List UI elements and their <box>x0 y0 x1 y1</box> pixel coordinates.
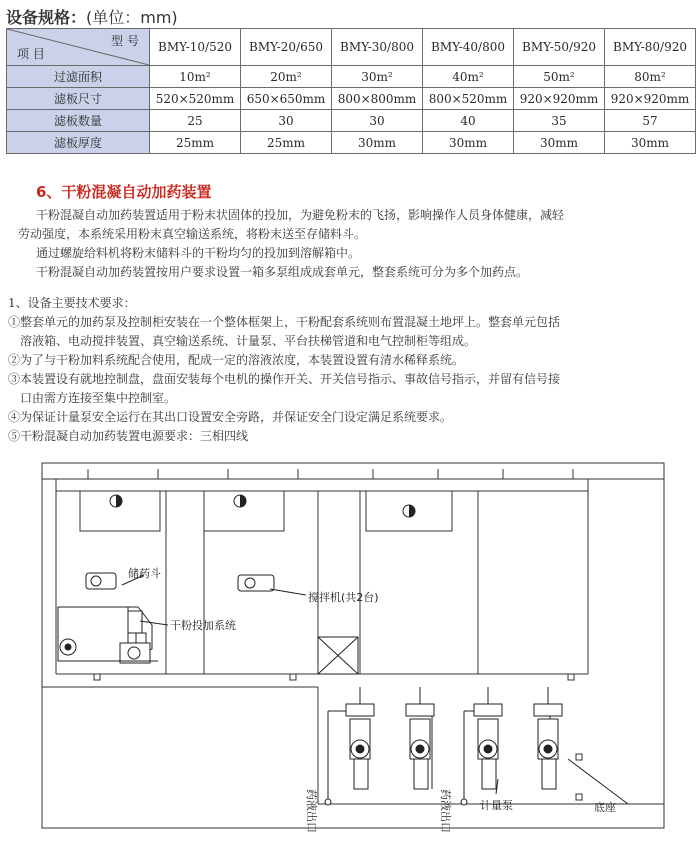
header-type-label: 型 号 <box>111 34 139 48</box>
label-hopper: 储药斗 <box>128 567 161 580</box>
table-cell: 800×800mm <box>332 88 423 110</box>
table-cell: 30 <box>241 110 332 132</box>
motor-icon <box>238 575 274 591</box>
table-cell: 30mm <box>514 132 605 154</box>
table-cell: 57 <box>605 110 696 132</box>
table-cell: 30mm <box>605 132 696 154</box>
equipment-diagram <box>28 449 678 854</box>
requirements-title: 1、设备主要技术要求： <box>8 296 136 310</box>
requirement-line: ⑤干粉混凝自动加药装置电源要求：三相四线 <box>8 429 249 443</box>
mixer-boxes <box>80 491 452 531</box>
requirement-line: ①整套单元的加药泵及控制柜安装在一个整体框架上，干粉配套系统则布置混凝土地坪上。整套单元包括 <box>8 315 561 329</box>
table-cell: 30m² <box>332 66 423 88</box>
pump-unit <box>346 704 374 789</box>
table-cell: 920×920mm <box>605 88 696 110</box>
pump-unit <box>406 704 434 789</box>
header-item-label: 项 目 <box>17 47 45 61</box>
table-cell: 25 <box>150 110 241 132</box>
outlet-marker <box>461 799 467 805</box>
label-dry-feed: 干粉投加系统 <box>170 619 236 632</box>
spec-title <box>6 5 178 28</box>
metering-pumps <box>328 687 562 799</box>
table-cell: 50m² <box>514 66 605 88</box>
table-cell: 520×520mm <box>150 88 241 110</box>
spec-title-text: 设备规格： <box>6 8 87 27</box>
motor-icons <box>86 573 274 591</box>
table-cell: 30 <box>332 110 423 132</box>
section-description <box>18 206 686 282</box>
label-outlet-left: 药液出口 <box>305 789 318 833</box>
requirement-line: 溶液箱、电动搅拌装置、真空输送系统、计量泵、平台扶梯管道和电气控制柜等组成。 <box>20 334 477 348</box>
outlet-marker <box>325 799 331 805</box>
row-label: 滤板尺寸 <box>7 88 150 110</box>
row-label: 滤板数量 <box>7 110 150 132</box>
spec-unit: (单位：mm) <box>86 8 178 27</box>
label-outlet-right: 药液出口 <box>439 789 452 833</box>
section-title: 6、干粉混凝自动加药装置 <box>36 183 212 201</box>
table-cell: 25mm <box>150 132 241 154</box>
model-header: BMY-20/650 <box>241 29 332 66</box>
mixer-icons <box>110 495 415 517</box>
table-row <box>7 88 696 110</box>
label-pump: 计量泵 <box>480 799 513 812</box>
model-header: BMY-30/800 <box>332 29 423 66</box>
requirement-line: 口由需方连接至集中控制室。 <box>20 391 177 405</box>
dry-feed-system <box>58 607 358 674</box>
row-label: 过滤面积 <box>7 66 150 88</box>
table-cell: 25mm <box>241 132 332 154</box>
table-cell: 800×520mm <box>423 88 514 110</box>
spec-corner-cell <box>7 29 150 66</box>
table-row <box>7 132 696 154</box>
model-header: BMY-10/520 <box>150 29 241 66</box>
model-header: BMY-40/800 <box>423 29 514 66</box>
table-cell: 20m² <box>241 66 332 88</box>
table-cell: 35 <box>514 110 605 132</box>
requirement-line: ④为保证计量泵安全运行在其出口设置安全旁路，并保证安全门设定满足系统要求。 <box>8 410 453 424</box>
table-cell: 40m² <box>423 66 514 88</box>
table-cell: 650×650mm <box>241 88 332 110</box>
spec-header-row <box>7 29 696 66</box>
paragraph-line: 干粉混凝自动加药装置按用户要求设置一箱多泵组成成套单元，整套系统可分为多个加药点。 <box>36 265 529 279</box>
pump-unit <box>474 704 502 789</box>
requirement-line: ②为了与干粉加料系统配合使用，配成一定的溶液浓度，本装置设置有清水稀释系统。 <box>8 353 465 367</box>
label-base: 底座 <box>594 801 616 814</box>
row-label: 滤板厚度 <box>7 132 150 154</box>
requirements-block <box>8 294 693 446</box>
table-row <box>7 110 696 132</box>
table-cell: 80m² <box>605 66 696 88</box>
requirement-line: ③本装置设有就地控制盘，盘面安装每个电机的操作开关、开关信号指示、事故信号指示，并留有信号接 <box>8 372 561 386</box>
label-mixer: 搅拌机(共2台) <box>308 591 379 604</box>
paragraph-line: 劳动强度，本系统采用粉末真空输送系统，将粉末送至存储料斗。 <box>18 227 367 241</box>
paragraph-line: 干粉混凝自动加药装置适用于粉末状固体的投加，为避免粉末的飞扬，影响操作人员身体健康，减轻 <box>36 208 565 222</box>
table-row <box>7 66 696 88</box>
table-cell: 30mm <box>423 132 514 154</box>
model-header: BMY-80/920 <box>605 29 696 66</box>
model-header: BMY-50/920 <box>514 29 605 66</box>
table-cell: 40 <box>423 110 514 132</box>
spec-table <box>6 28 696 154</box>
table-cell: 30mm <box>332 132 423 154</box>
pump-unit <box>534 704 562 789</box>
paragraph-line: 通过螺旋给料机将粉末储料斗的干粉均匀的投加到溶解箱中。 <box>36 246 361 260</box>
table-cell: 920×920mm <box>514 88 605 110</box>
table-cell: 10m² <box>150 66 241 88</box>
